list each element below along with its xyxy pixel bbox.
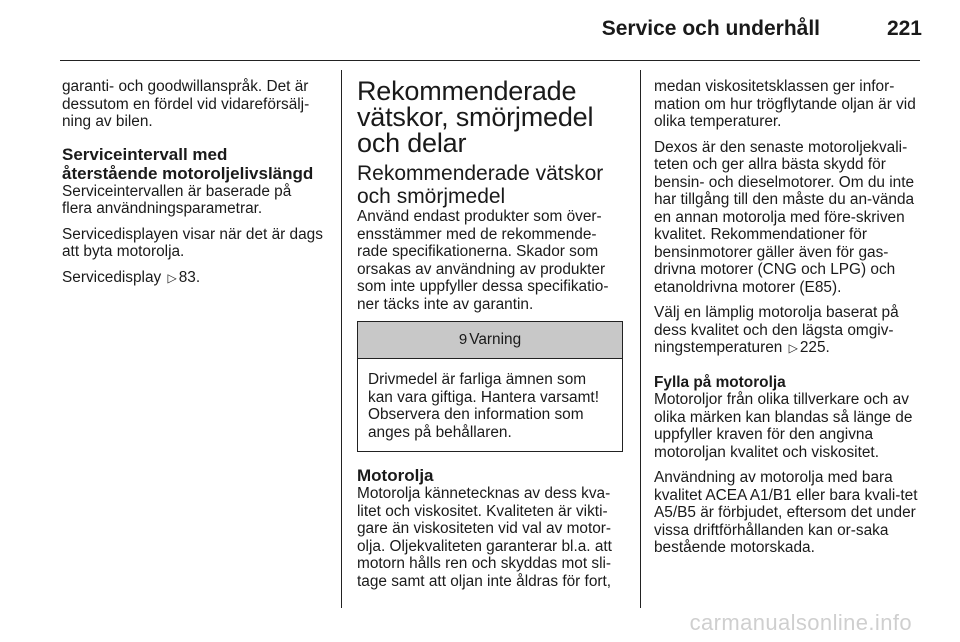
- subsection-heading: Motorolja: [357, 466, 434, 485]
- watermark: carmanualsonline.info: [689, 610, 912, 635]
- paragraph: [654, 304, 924, 358]
- column-2: [357, 78, 623, 598]
- section-heading: Rekommenderade vätskor och smörjmedel: [357, 162, 604, 208]
- page-reference[interactable]: 225.: [799, 339, 830, 356]
- paragraph-text: Servicedisplay: [62, 268, 162, 286]
- column-divider: [640, 70, 641, 608]
- paragraph-text: Välj en lämplig motorolja baserat på dess kvalitet och den lägsta omgiv-ningstemperaturen: [654, 304, 899, 356]
- subsection-heading: Fylla på motorolja: [654, 373, 786, 391]
- paragraph: [62, 269, 324, 288]
- warning-title: Varning: [469, 331, 522, 348]
- page-header: [0, 0, 960, 60]
- paragraph: medan viskositetsklassen ger infor-mation om hur trögflytande oljan är vid olika temperaturer.: [654, 78, 916, 130]
- column-divider: [341, 70, 342, 608]
- chapter-heading: Rekommenderade vätskor, smörjmedel och delar: [357, 76, 594, 158]
- warning-box: [357, 321, 623, 452]
- warning-header: [358, 322, 622, 359]
- running-head-title: Service och underhåll: [601, 17, 820, 40]
- paragraph: Motorolja kännetecknas av dess kva-litet och viskositet. Kvaliteten är vikti-gare än viskositeten vid val av motor-olja. Oljekvaliteten garanterar bl.a. att motorn hålls ren och skyddas mot sli-tage samt att oljan inte åldras för fort,: [357, 485, 612, 590]
- paragraph: Användning av motorolja med bara kvalitet ACEA A1/B1 eller bara kvali-tet A5/B5 är förbjudet, eftersom det under vissa driftförhållanden kan or-saka bestående motorskada.: [654, 469, 918, 556]
- paragraph: garanti- och goodwillanspråk. Det är dessutom en fördel vid vidareförsälj-ning av bilen.: [62, 78, 310, 130]
- section-heading: Serviceintervall med återstående motoroljelivslängd: [62, 144, 314, 183]
- warning-icon: 9: [458, 331, 468, 348]
- page-number: 221: [886, 17, 922, 40]
- header-rule: [60, 60, 920, 61]
- page-reference-arrow-icon: ▷: [167, 270, 177, 285]
- paragraph: Motoroljor från olika tillverkare och av olika märken kan blandas så länge de uppfyller kraven för den angivna motoroljan kvalitet och viskositet.: [654, 391, 913, 461]
- column-1: [62, 78, 324, 295]
- paragraph: Använd endast produkter som över-ensstämmer med de rekommende-rade specifikationerna. Skador som orsakas av användning av produkter som inte uppfyller dessa specifikatio-ner täcks inte av garantin.: [357, 208, 609, 313]
- page-reference[interactable]: 83.: [178, 268, 201, 286]
- paragraph: Serviceintervallen är baserade på flera användningsparametrar.: [62, 182, 292, 217]
- warning-body: Drivmedel är farliga ämnen som kan vara giftiga. Hantera varsamt! Observera den information som anges på behållaren.: [368, 371, 599, 441]
- page-reference-arrow-icon: ▷: [788, 341, 798, 355]
- paragraph: Servicedisplayen visar när det är dags att byta motorolja.: [62, 225, 323, 260]
- column-3: [654, 78, 924, 565]
- paragraph: Dexos är den senaste motoroljekvali-teten och ger allra bästa skydd för bensin- och dieselmotorer. Om du inte har tillgång till den måste du an-vända en annan motorolja med före-skriven kvalitet. Rekommendationer för bensinmotorer gäller även för gas-drivna motorer (CNG och LPG) och etanoldrivna motorer (E85).: [654, 138, 915, 296]
